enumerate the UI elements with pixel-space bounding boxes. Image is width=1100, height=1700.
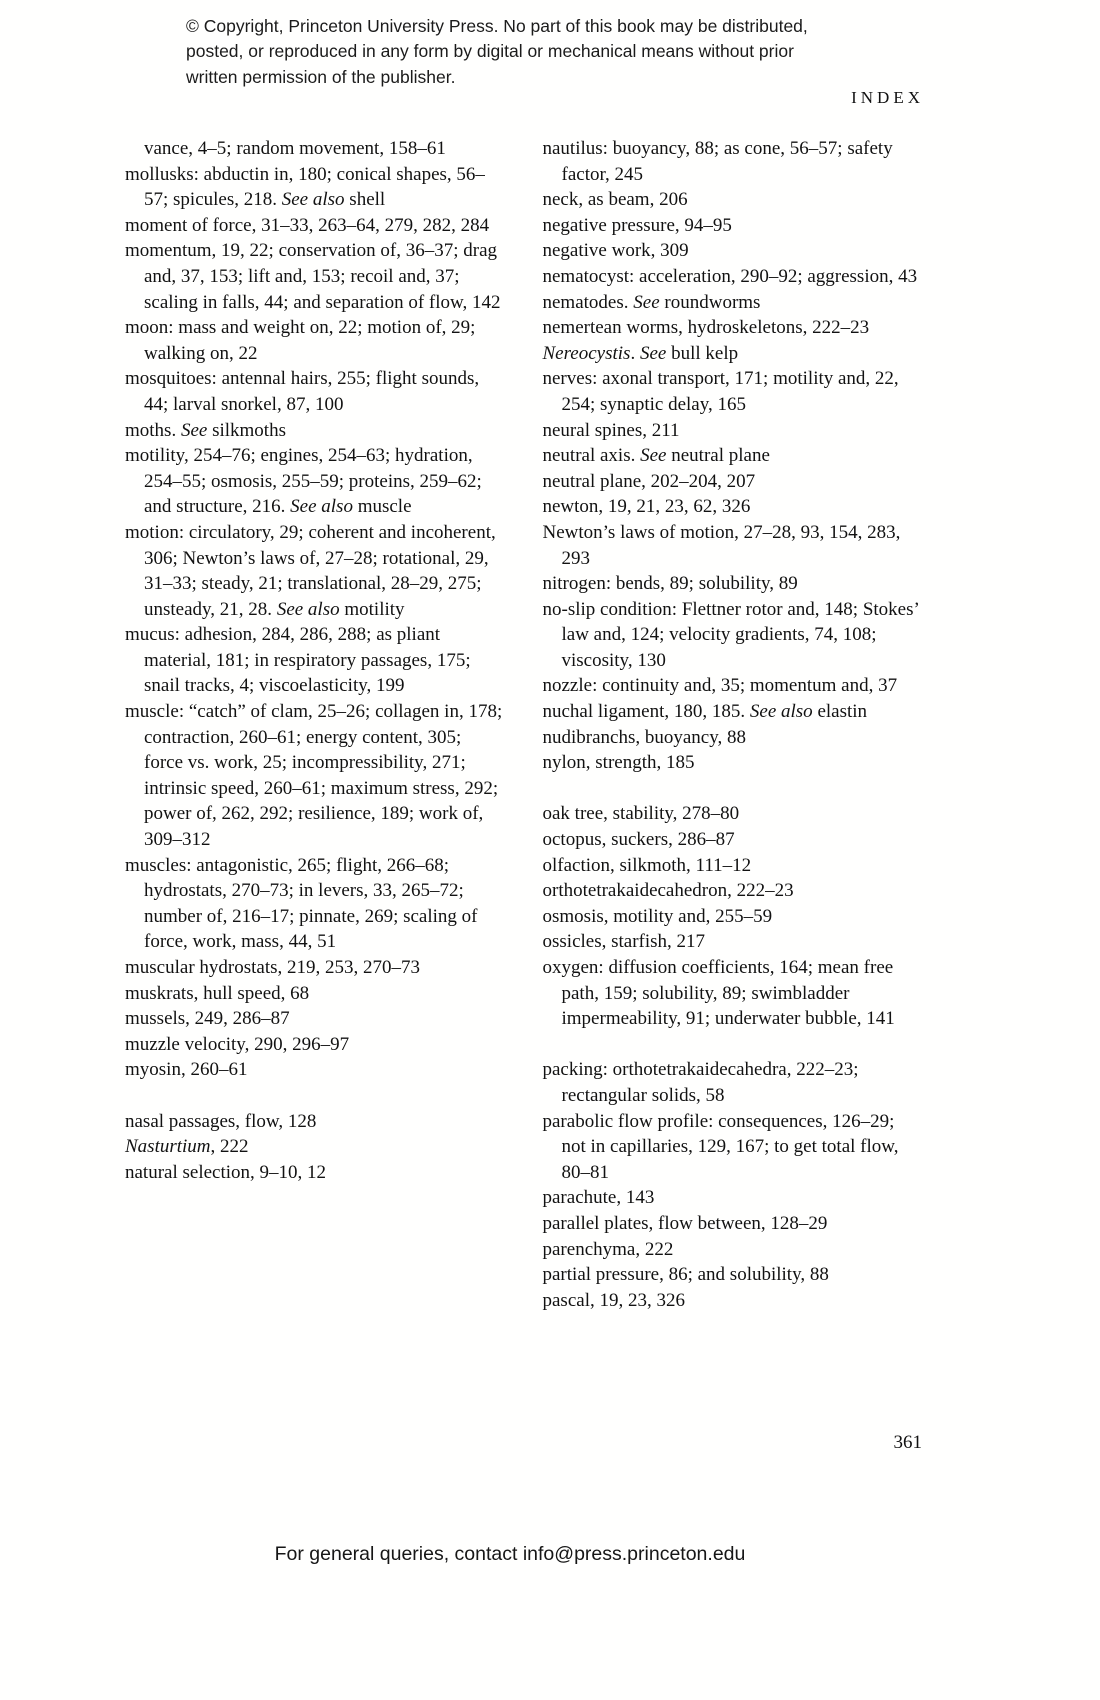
entry-text: nerves: axonal transport, 171; motility and, 22, 254; synaptic delay, 165 (542, 368, 899, 415)
entry-text: nasal passages, flow, 128 (125, 1110, 317, 1132)
index-entry (125, 315, 503, 366)
entry-text-italic: See also (281, 189, 345, 211)
index-entry (543, 597, 921, 674)
entry-text: parallel plates, flow between, 128–29 (542, 1212, 828, 1234)
index-entry (125, 1032, 503, 1058)
entry-text: neural spines, 211 (542, 419, 680, 441)
index-entry (543, 1057, 921, 1108)
index-entry (543, 878, 921, 904)
index-entry (543, 1211, 921, 1237)
entry-text: neutral plane, 202–204, 207 (542, 470, 756, 492)
entry-text: parenchyma, 222 (542, 1238, 674, 1260)
entry-text: neutral axis. (542, 445, 641, 467)
entry-text: moths. (125, 419, 181, 441)
index-entry (543, 1109, 921, 1186)
entry-text: nozzle: continuity and, 35; momentum and, 37 (542, 675, 898, 697)
index-entry (125, 366, 503, 417)
index-entry (543, 929, 921, 955)
entry-text-italic: Nasturtium (125, 1136, 211, 1158)
entry-text: silkmoths (207, 419, 286, 441)
entry-text: neck, as beam, 206 (542, 189, 688, 211)
index-entry (543, 315, 921, 341)
index-entry (125, 1006, 503, 1032)
index-entry (543, 187, 921, 213)
index-entry (543, 238, 921, 264)
entry-text: nudibranchs, buoyancy, 88 (542, 726, 746, 748)
index-entry (543, 1237, 921, 1263)
entry-text: Newton’s laws of motion, 27–28, 93, 154, 283, 293 (542, 521, 901, 569)
index-entry (543, 1262, 921, 1288)
index-entry (125, 1134, 503, 1160)
entry-text: orthotetrakaidecahedron, 222–23 (542, 880, 794, 902)
index-entry (543, 571, 921, 597)
entry-text: myosin, 260–61 (125, 1059, 248, 1081)
index-entry (543, 520, 921, 571)
entry-text: motion: circulatory, 29; coherent and incoherent, 306; Newton’s laws of, 27–28; rotational, 29, 31–33; steady, 21; translational, 28–29, 275; unsteady, 21, 28. (125, 521, 496, 620)
index-entry (125, 1057, 503, 1083)
entry-text: neutral plane (666, 445, 770, 467)
entry-text: motility, 254–76; engines, 254–63; hydration, 254–55; osmosis, 255–59; proteins, 259–62; and structure, 216. (125, 445, 482, 518)
entry-text: muskrats, hull speed, 68 (125, 982, 310, 1004)
index-entry (543, 366, 921, 417)
entry-text: natural selection, 9–10, 12 (125, 1161, 327, 1183)
entry-text: osmosis, motility and, 255–59 (542, 905, 773, 927)
entry-text-italic: See also (290, 496, 353, 518)
index-entry (543, 494, 921, 520)
entry-text: pascal, 19, 23, 326 (542, 1289, 685, 1311)
entry-text: ossicles, starfish, 217 (542, 931, 706, 953)
index-entry (543, 264, 921, 290)
entry-text: mussels, 249, 286–87 (125, 1008, 290, 1030)
entry-text-italic: See (180, 419, 208, 441)
entry-text-italic: See (639, 342, 667, 364)
entry-text: muscular hydrostats, 219, 253, 270–73 (125, 957, 421, 978)
page-number: 361 (893, 1432, 922, 1453)
index-column-right (543, 136, 921, 1313)
index-entry (125, 955, 503, 981)
index-entry (543, 673, 921, 699)
copyright-notice: © Copyright, Princeton University Press. No part of this book may be distributed, posted, or reproduced in any form by digital or mechanical means without prior written permission of the publisher. (186, 16, 808, 87)
index-entry (543, 213, 921, 239)
index-entry (125, 699, 503, 853)
entry-text: negative work, 309 (542, 240, 689, 262)
entry-text: moment of force, 31–33, 263–64, 279, 282, 284 (125, 214, 490, 236)
entry-text: muscle (352, 496, 412, 518)
index-entry (543, 1288, 921, 1314)
entry-text: , 222 (210, 1136, 249, 1158)
index-entry (125, 853, 503, 955)
entry-text: parabolic flow profile: consequences, 126–29; not in capillaries, 129, 167; to get total flow, 80–81 (542, 1110, 899, 1183)
entry-text-italic: See also (276, 598, 340, 620)
entry-text: momentum, 19, 22; conservation of, 36–37; drag and, 37, 153; lift and, 153; recoil and, 37; scaling in falls, 44; and separation of flow, 142 (125, 240, 501, 313)
entry-text: oxygen: diffusion coefficients, 164; mean free path, 159; solubility, 89; swimbladder impermeability, 91; underwater bubble, 141 (542, 957, 895, 1030)
index-entry (125, 981, 503, 1007)
entry-text: nitrogen: bends, 89; solubility, 89 (542, 573, 798, 595)
index-entry (125, 1160, 503, 1186)
entry-text: vance, 4–5; random movement, 158–61 (144, 138, 446, 159)
entry-text: nylon, strength, 185 (542, 752, 695, 774)
index-entry (543, 801, 921, 827)
entry-text: nuchal ligament, 180, 185. (542, 701, 750, 723)
entry-text: olfaction, silkmoth, 111–12 (542, 854, 752, 876)
entry-text: shell (344, 189, 386, 211)
entry-text: motility (339, 598, 405, 620)
entry-text: moon: mass and weight on, 22; motion of, 29; walking on, 22 (125, 317, 476, 364)
entry-text: bull kelp (666, 342, 739, 364)
entry-text: newton, 19, 21, 23, 62, 326 (542, 496, 751, 518)
entry-text-italic: See also (749, 701, 813, 723)
index-entry (543, 290, 921, 316)
index-entry (543, 443, 921, 469)
index-column-left (125, 136, 503, 1313)
index-entry (543, 750, 921, 776)
index-entry (543, 1185, 921, 1211)
entry-text: negative pressure, 94–95 (542, 214, 732, 236)
entry-text: partial pressure, 86; and solubility, 88 (542, 1264, 829, 1286)
entry-text: mucus: adhesion, 284, 286, 288; as pliant material, 181; in respiratory passages, 175; snail tracks, 4; viscoelasticity, 199 (125, 624, 471, 697)
index-columns (125, 136, 920, 1313)
entry-text: nematodes. (542, 291, 634, 313)
entry-text: octopus, suckers, 286–87 (542, 829, 735, 851)
entry-text-italic: Nereocystis (542, 342, 631, 364)
entry-text: nemertean worms, hydroskeletons, 222–23 (542, 317, 870, 339)
index-entry (543, 469, 921, 495)
entry-text: muscles: antagonistic, 265; flight, 266–68; hydrostats, 270–73; in levers, 33, 265–72; number of, 216–17; pinnate, 269; scaling of force, work, mass, 44, 51 (125, 854, 478, 953)
entry-text: parachute, 143 (542, 1187, 655, 1209)
index-entry (125, 136, 503, 162)
index-entry (543, 699, 921, 725)
index-entry (125, 520, 503, 622)
entry-text-italic: See (640, 445, 667, 467)
index-entry (125, 418, 503, 444)
entry-text: nautilus: buoyancy, 88; as cone, 56–57; safety factor, 245 (542, 138, 893, 185)
entry-text: packing: orthotetrakaidecahedra, 222–23; rectangular solids, 58 (542, 1059, 859, 1106)
entry-text-italic: See (633, 291, 660, 313)
entry-text: oak tree, stability, 278–80 (542, 803, 740, 825)
entry-text: roundworms (659, 291, 761, 313)
index-entry (125, 238, 503, 315)
index-entry (543, 136, 921, 187)
index-entry (125, 443, 503, 520)
footer-contact-line: For general queries, contact info@press.princeton.edu (274, 1543, 746, 1565)
index-entry (543, 904, 921, 930)
entry-text: nematocyst: acceleration, 290–92; aggression, 43 (542, 265, 918, 287)
entry-text: mosquitoes: antennal hairs, 255; flight sounds, 44; larval snorkel, 87, 100 (125, 368, 480, 415)
entry-text: muscle: “catch” of clam, 25–26; collagen in, 178; contraction, 260–61; energy content, 305; force vs. work, 25; incompressibility, 271; intrinsic speed, 260–61; maximum stress, 292; power of, 262, 292; resilience, 189; work of, 309–312 (125, 701, 503, 851)
entry-text: . (630, 342, 640, 364)
index-entry (125, 162, 503, 213)
entry-text: mollusks: abductin in, 180; conical shapes, 56–57; spicules, 218. (125, 163, 485, 211)
index-entry (125, 622, 503, 699)
index-entry (543, 827, 921, 853)
index-running-head: INDEX (851, 88, 924, 107)
index-entry (125, 1109, 503, 1135)
entry-text: muzzle velocity, 290, 296–97 (125, 1033, 350, 1055)
entry-text: elastin (812, 701, 868, 723)
index-entry (543, 341, 921, 367)
index-entry (543, 418, 921, 444)
entry-text: no-slip condition: Flettner rotor and, 148; Stokes’ law and, 124; velocity gradients, 74, 108; viscosity, 130 (542, 598, 919, 671)
index-entry (125, 213, 503, 239)
index-entry (543, 853, 921, 879)
index-entry (543, 955, 921, 1032)
index-entry (543, 725, 921, 751)
